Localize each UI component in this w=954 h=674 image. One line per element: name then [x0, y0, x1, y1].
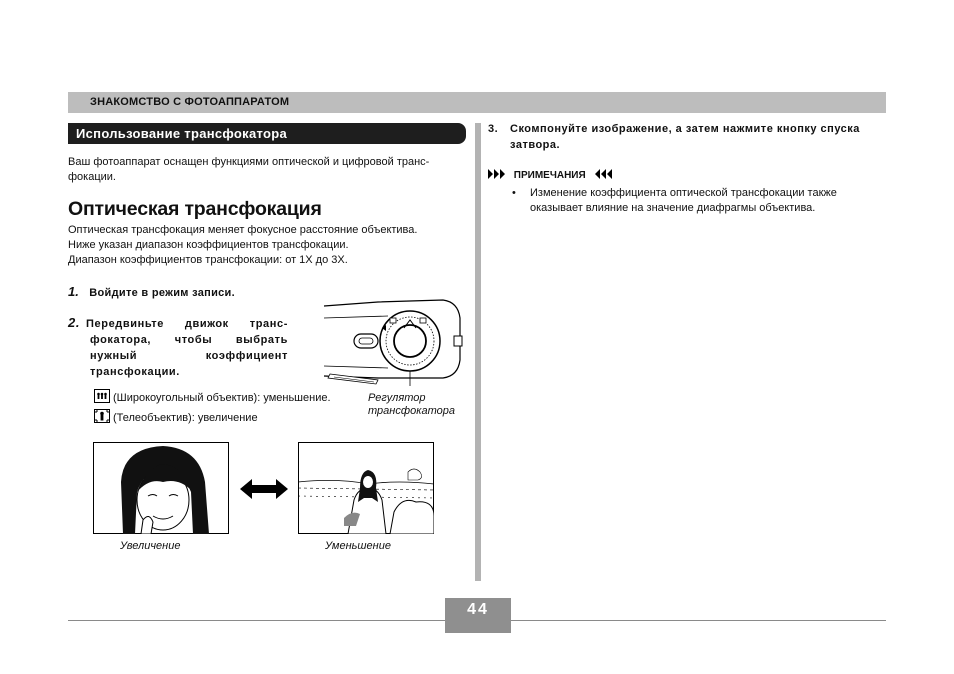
- step-number: 3.: [488, 123, 499, 135]
- notes-heading: [488, 169, 612, 181]
- step-2: [68, 315, 288, 380]
- column-divider: [475, 123, 481, 581]
- zoomed-in-photo: [93, 442, 229, 534]
- zoom-ring-label-line: трансфокатора: [368, 405, 455, 417]
- note-text: Изменение коэффициента оптической трансфокации также оказывает влияние на значение диафрагмы объектива.: [530, 187, 837, 214]
- notes-marker-icon: [592, 169, 612, 179]
- optical-zoom-body: [68, 223, 473, 268]
- step-number: 2.: [68, 315, 81, 330]
- notes-marker-icon: [488, 169, 508, 179]
- telephoto-icon: [94, 409, 110, 423]
- wide-angle-icon: [94, 389, 110, 403]
- optical-zoom-heading: Оптическая трансфокация: [68, 198, 322, 220]
- step-number: 1.: [68, 284, 79, 299]
- caption-zoom-in: Увеличение: [120, 540, 181, 552]
- intro-paragraph: Ваш фотоаппарат оснащен функциями оптической и цифровой транс-фокации.: [68, 156, 430, 183]
- optical-line: Ниже указан диапазон коэффициентов трансфокации.: [68, 239, 349, 251]
- zoom-ring-label-line: Регулятор: [368, 392, 426, 404]
- step-3: [488, 121, 886, 153]
- notes-list-item: [512, 186, 892, 216]
- double-arrow-icon: [240, 478, 288, 500]
- wide-angle-line: [94, 389, 331, 404]
- wide-angle-text: (Широкоугольный объектив): уменьшение.: [113, 392, 331, 404]
- page-number: 44: [467, 601, 489, 618]
- telephoto-text: (Телеобъектив): увеличение: [113, 412, 258, 424]
- telephoto-line: [94, 409, 258, 424]
- optical-line: Диапазон коэффициентов трансфокации: от 1X до 3X.: [68, 254, 348, 266]
- section-title: Использование трансфокатора: [76, 126, 288, 141]
- step-text: Передвиньте движок транс-фокатора, чтобы выбрать нужный коэффициент трансфокации.: [86, 318, 288, 378]
- step-text: Войдите в режим записи.: [89, 287, 235, 299]
- caption-zoom-out: Уменьшение: [325, 540, 391, 552]
- bullet-icon: •: [512, 187, 516, 199]
- optical-line: Оптическая трансфокация меняет фокусное расстояние объектива.: [68, 224, 418, 236]
- zoomed-out-photo: [298, 442, 434, 534]
- step-text: Скомпонуйте изображение, а затем нажмите кнопку спуска затвора.: [510, 123, 860, 151]
- camera-zoom-diagram: [318, 298, 468, 386]
- chapter-title: ЗНАКОМСТВО С ФОТОАППАРАТОМ: [90, 96, 290, 108]
- notes-title: ПРИМЕЧАНИЯ: [513, 170, 586, 181]
- zoom-ring-label: [368, 392, 455, 418]
- step-1: [68, 283, 235, 301]
